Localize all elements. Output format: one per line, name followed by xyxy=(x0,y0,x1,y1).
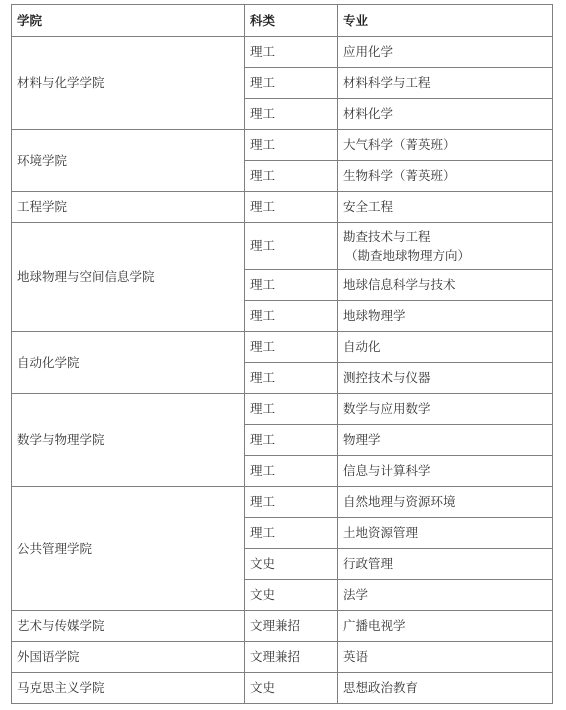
category-cell: 理工 xyxy=(245,192,338,223)
category-cell: 理工 xyxy=(245,518,338,549)
table-row xyxy=(12,130,553,161)
header-major: 专业 xyxy=(338,5,553,37)
category-cell: 理工 xyxy=(245,223,338,270)
table-row xyxy=(12,673,553,704)
major-cell: 行政管理 xyxy=(338,549,553,580)
major-cell: 安全工程 xyxy=(338,192,553,223)
major-name: 勘查技术与工程 xyxy=(343,229,431,244)
college-cell: 艺术与传媒学院 xyxy=(12,611,245,642)
category-cell: 理工 xyxy=(245,301,338,332)
category-cell: 文史 xyxy=(245,549,338,580)
major-cell: 广播电视学 xyxy=(338,611,553,642)
college-cell: 地球物理与空间信息学院 xyxy=(12,223,245,332)
table-row xyxy=(12,642,553,673)
category-cell: 理工 xyxy=(245,68,338,99)
category-cell: 文史 xyxy=(245,673,338,704)
category-cell: 文理兼招 xyxy=(245,611,338,642)
college-cell: 公共管理学院 xyxy=(12,487,245,611)
category-cell: 理工 xyxy=(245,99,338,130)
major-cell: 物理学 xyxy=(338,425,553,456)
category-cell: 文理兼招 xyxy=(245,642,338,673)
category-cell: 理工 xyxy=(245,37,338,68)
category-cell: 文史 xyxy=(245,580,338,611)
college-cell: 环境学院 xyxy=(12,130,245,192)
major-cell: 地球信息科学与技术 xyxy=(338,270,553,301)
major-cell xyxy=(338,223,553,270)
major-cell: 自然地理与资源环境 xyxy=(338,487,553,518)
major-cell: 材料科学与工程 xyxy=(338,68,553,99)
table-body xyxy=(12,37,553,704)
major-cell: 法学 xyxy=(338,580,553,611)
major-cell: 测控技术与仪器 xyxy=(338,363,553,394)
major-cell: 大气科学（菁英班） xyxy=(338,130,553,161)
category-cell: 理工 xyxy=(245,487,338,518)
category-cell: 理工 xyxy=(245,332,338,363)
header-row xyxy=(12,5,553,37)
major-cell: 信息与计算科学 xyxy=(338,456,553,487)
table-row xyxy=(12,394,553,425)
category-cell: 理工 xyxy=(245,456,338,487)
category-cell: 理工 xyxy=(245,363,338,394)
major-cell: 材料化学 xyxy=(338,99,553,130)
category-cell: 理工 xyxy=(245,270,338,301)
majors-table-container xyxy=(11,4,553,704)
major-cell: 生物科学（菁英班） xyxy=(338,161,553,192)
category-cell: 理工 xyxy=(245,394,338,425)
college-cell: 马克思主义学院 xyxy=(12,673,245,704)
table-row xyxy=(12,332,553,363)
header-college: 学院 xyxy=(12,5,245,37)
major-cell: 应用化学 xyxy=(338,37,553,68)
major-cell: 土地资源管理 xyxy=(338,518,553,549)
college-cell: 外国语学院 xyxy=(12,642,245,673)
college-cell: 自动化学院 xyxy=(12,332,245,394)
major-cell: 自动化 xyxy=(338,332,553,363)
category-cell: 理工 xyxy=(245,130,338,161)
majors-table xyxy=(11,4,553,704)
category-cell: 理工 xyxy=(245,161,338,192)
table-row xyxy=(12,37,553,68)
table-row xyxy=(12,223,553,270)
major-note: （勘查地球物理方向） xyxy=(345,248,471,263)
college-cell: 数学与物理学院 xyxy=(12,394,245,487)
major-cell: 英语 xyxy=(338,642,553,673)
college-cell: 工程学院 xyxy=(12,192,245,223)
category-cell: 理工 xyxy=(245,425,338,456)
header-category: 科类 xyxy=(245,5,338,37)
major-cell: 地球物理学 xyxy=(338,301,553,332)
major-cell: 思想政治教育 xyxy=(338,673,553,704)
college-cell: 材料与化学学院 xyxy=(12,37,245,130)
table-row xyxy=(12,192,553,223)
major-cell: 数学与应用数学 xyxy=(338,394,553,425)
table-row xyxy=(12,487,553,518)
table-row xyxy=(12,611,553,642)
